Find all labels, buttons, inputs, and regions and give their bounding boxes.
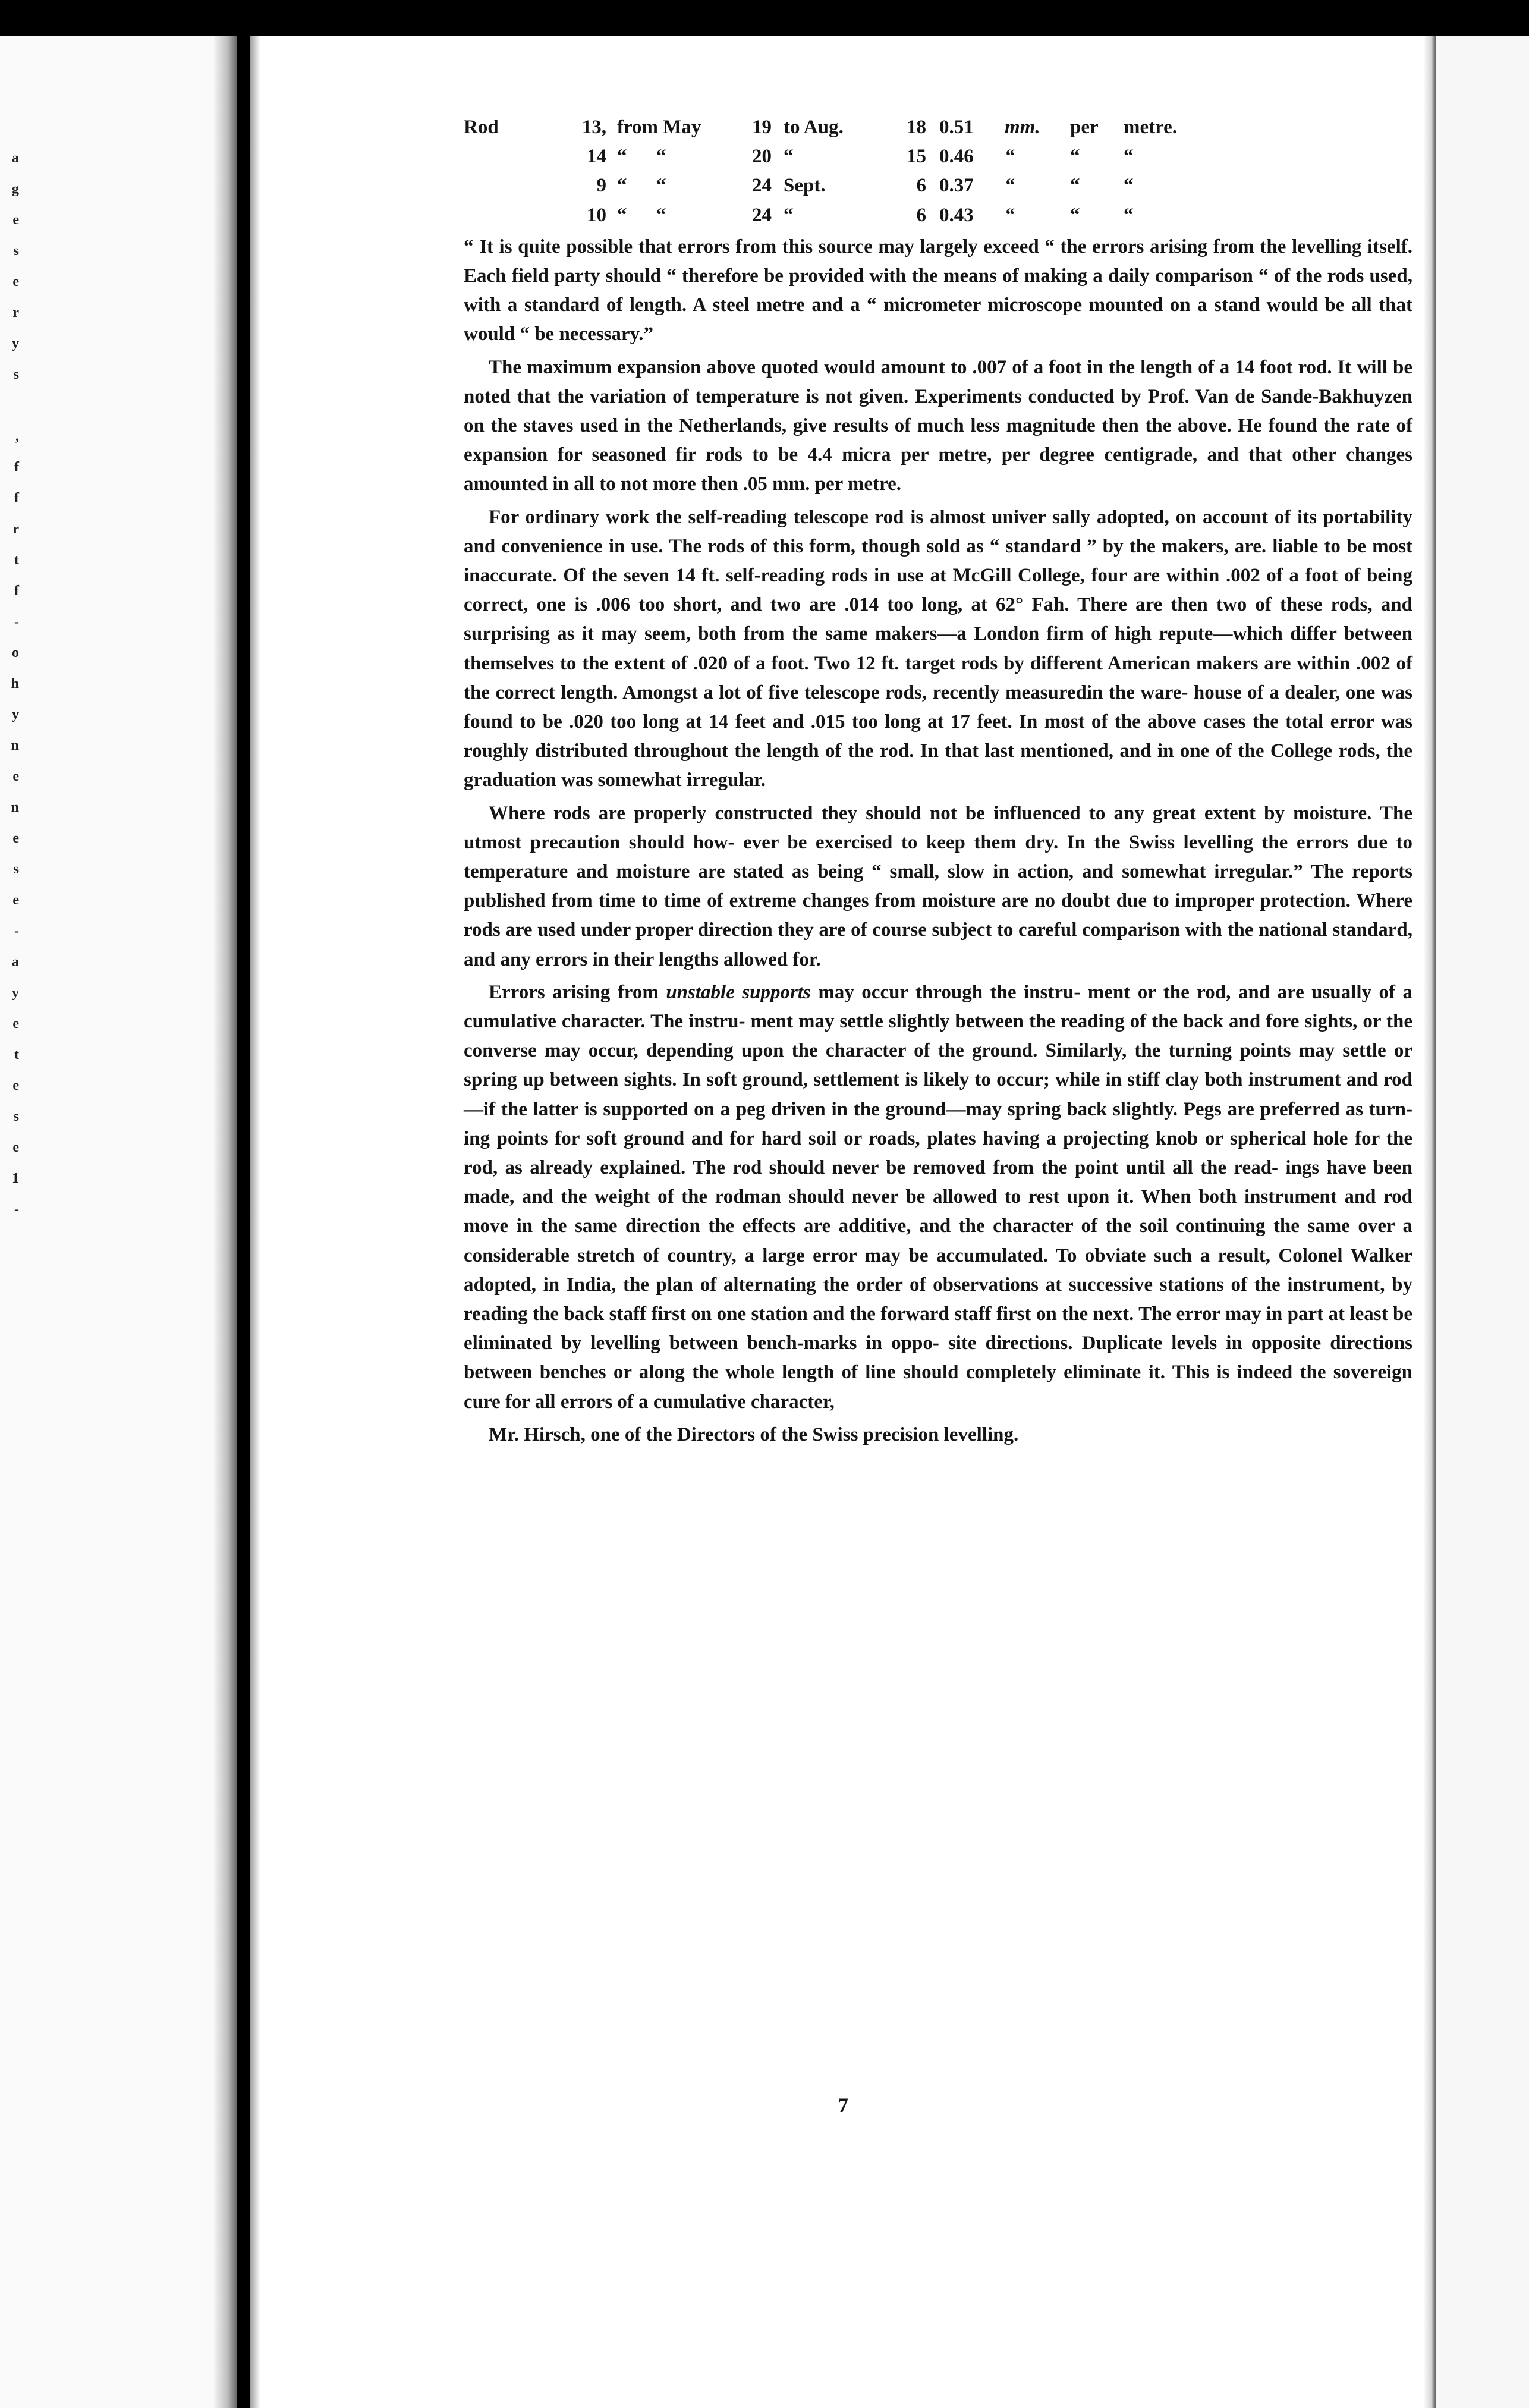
from-month: “ “ [617, 204, 666, 226]
emphasis-text: unstable supports [666, 981, 811, 1003]
per: “ [1070, 204, 1080, 226]
expansion-value: 0.43 [939, 204, 974, 226]
rod-number: 14 [587, 146, 606, 168]
unit: “ [1005, 146, 1015, 168]
end-day: 15 [907, 146, 926, 168]
scan-background-right [1436, 36, 1529, 2408]
facing-page-margin-text: a g e s e r y s , f f r t f - o h y n e n e s e - a y e t e s e 1 - [11, 150, 19, 1217]
unit: mm. [1005, 117, 1040, 138]
expansion-value: 0.51 [939, 117, 974, 138]
per: “ [1070, 146, 1080, 168]
table-row [464, 171, 1412, 200]
facing-page-edge [0, 36, 237, 2408]
quotation-paragraph: “ It is quite possible that errors from this source may largely exceed “ the errors arising from the levelling itself. Each field party should “ therefore be provided with the means of making a daily comparison “ of the rods used, with a standard of length. A steel metre and a “ micrometer microscope mounted on a stand would be all that would “ be necessary.” [464, 235, 1412, 345]
start-day: 24 [752, 204, 772, 226]
rod-expansion-table [464, 113, 1412, 230]
rod-number: 13, [581, 117, 606, 138]
page-number: 7 [838, 2093, 848, 2117]
to-month: to Aug. [784, 117, 844, 138]
rod-label: Rod [464, 117, 499, 138]
paragraph-moisture: Where rods are properly constructed they should not be influenced to any great extent by moisture. The utmost precaution should how- ever be exercised to keep them dry. In the Swiss levelling the errors due to temperature and moisture are stated as being “ small, slow in action, and somewhat irregular.” The reports published from time to time of extreme changes from moisture are no doubt due to improper protection. Where rods are used under proper direction they are of course subject to careful comparison with the national standard, and any errors in their lengths allowed for. [464, 802, 1412, 970]
metre: metre. [1124, 117, 1178, 138]
paragraph-hirsch: Mr. Hirsch, one of the Directors of the Swiss precision levelling. [489, 1423, 1019, 1445]
paragraph-unstable-supports [464, 978, 1412, 1417]
per: “ [1070, 175, 1080, 197]
expansion-value: 0.37 [939, 175, 974, 197]
start-day: 20 [752, 146, 772, 168]
end-day: 18 [907, 117, 926, 138]
document-page [250, 36, 1436, 2408]
metre: “ [1124, 146, 1134, 168]
page-left-shadow [250, 36, 260, 2408]
rod-number: 10 [587, 204, 606, 226]
unit: “ [1005, 175, 1015, 197]
page-text [464, 113, 1412, 1453]
page-gutter-shadow [214, 36, 237, 2408]
paragraph-telescope-rods: For ordinary work the self-reading telescope rod is almost univer sally adopted, on account of its portability and convenience in use. The rods of this form, though sold as “ standard ” by the makers, are. liable to be most inaccurate. Of the seven 14 ft. self-reading rods in use at McGill College, four are within .002 of a foot of being correct, one is .006 too short, and two are .014 too long, at 62° Fah. There are then two of these rods, and surprising as it may seem, both from the same makers—a London firm of high repute—which differ between themselves to the extent of .020 of a foot. Two 12 ft. target rods by different American makers are within .002 of the correct length. Amongst a lot of five telescope rods, recently measuredin the ware- house of a dealer, one was found to be .020 too long at 14 feet and .015 too long at 17 feet. In most of the above cases the total error was roughly distributed throughout the length of the rod. In that last mentioned, and in one of the College rods, the graduation was somewhat irregular. [464, 506, 1412, 791]
table-row [464, 201, 1412, 230]
end-day: 6 [916, 175, 926, 197]
to-month: Sept. [784, 175, 826, 197]
per: per [1070, 117, 1099, 138]
metre: “ [1124, 204, 1134, 226]
expansion-value: 0.46 [939, 146, 974, 168]
table-row [464, 142, 1412, 171]
page-right-edge [1423, 36, 1436, 2408]
from-month: “ “ [617, 175, 666, 197]
to-month: “ [784, 204, 794, 226]
start-day: 19 [752, 117, 772, 138]
metre: “ [1124, 175, 1134, 197]
scan-border [0, 0, 1529, 36]
to-month: “ [784, 146, 794, 168]
rod-number: 9 [596, 175, 606, 197]
table-row [464, 113, 1412, 142]
paragraph-text: Errors arising from [489, 981, 666, 1003]
unit: “ [1005, 204, 1015, 226]
paragraph-expansion: The maximum expansion above quoted would amount to .007 of a foot in the length of a 14 foot rod. It will be noted that the variation of temperature is not given. Experiments conducted by Prof. Van de Sande-Bakhuyzen on the staves used in the Netherlands, give results of much less magnitude then the above. He found the rate of expansion for seasoned fir rods to be 4.4 micra per metre, per degree centigrade, and that other changes amounted in all to not more then .05 mm. per metre. [464, 356, 1412, 495]
from-month: from May [617, 117, 701, 138]
paragraph-text: may occur through the instru- ment or the rod, and are usually of a cumulative character. The instru- ment may settle slightly between the reading of the back and fore sights, or the converse may occur, depending upon the character of the ground. Similarly, the turning points may settle or spring up between sights. In soft ground, settlement is likely to occur; while in stiff clay both instrument and rod—if the latter is supported on a peg driven in the ground—may spring back slightly. Pegs are preferred as turn- ing points for soft ground and for hard soil or roads, plates having a projecting knob or spherical hole for the rod, as already explained. The rod should never be removed from the point until all the read- ings have been made, and the weight of the rodman should never be allowed to rest upon it. When both instrument and rod move in the same direction the effects are additive, and the character of the soil continuing the same over a considerable stretch of country, a large error may be accumulated. To obviate such a result, Colonel Walker adopted, in India, the plan of alternating the order of observations at successive stations of the instrument, by reading the back staff first on one station and the forward staff first on the next. The error may in part at least be eliminated by levelling between bench-marks in oppo- site directions. Duplicate levels in opposite directions between benches or along the whole length of line should completely eliminate it. This is indeed the sovereign cure for all errors of a cumulative character, [464, 981, 1412, 1413]
from-month: “ “ [617, 146, 666, 168]
end-day: 6 [916, 204, 926, 226]
start-day: 24 [752, 175, 772, 197]
